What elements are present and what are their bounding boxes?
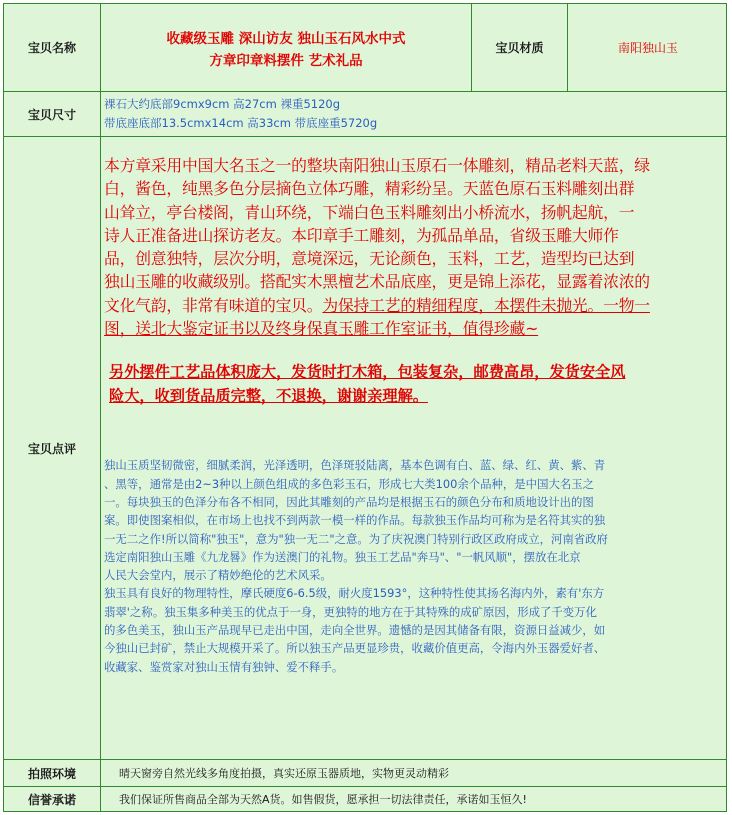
- info-line: 一。每块独玉的色泽分布各不相同，因此其雕刻的产品均是根据玉石的颜色分布和质地设计出的图: [104, 494, 594, 509]
- info-line: 翡翠'之称。独玉集多种美玉的优点于一身，更独特的地方在于其特殊的成矿原因，形成了千变万化: [104, 604, 597, 619]
- desc-line: 山耸立，亭台楼阁，青山环绕，下端白色玉料雕刻出小桥流水，扬帆起航，一: [104, 202, 635, 222]
- info-line: 的多色美玉，独山玉产品现早已走出中国，走向全世界。遗憾的是因其储备有限，资源日益减少，如: [104, 623, 606, 638]
- desc-line: 独山玉雕的收藏级别。搭配实木黑檀艺术品底座，更是锦上添花，显露着浓浓的: [104, 272, 650, 292]
- photo-label: 拍照环境: [4, 760, 101, 786]
- info-line: 人民大会堂内，展示了精妙绝伦的艺术风采。: [104, 568, 332, 583]
- desc-underlined: 图，送北大鉴定证书以及终身保真玉雕工作室证书，值得珍藏~: [104, 319, 539, 339]
- desc-line: 本方章采用中国大名玉之一的整块南阳独山玉原石一体雕刻，精品老料天蓝，绿: [104, 156, 650, 175]
- info-line: 独玉具有良好的物理特性，摩氏硬度6-6.5级，耐火度1593°，这种特性使其扬名海内外，素有'东方: [104, 586, 605, 601]
- title-line-1: 收藏级玉雕 深山访友 独山玉石风水中式: [166, 31, 406, 47]
- name-label: 宝贝名称: [4, 4, 101, 91]
- review-cell: [101, 137, 726, 759]
- name-row: [4, 4, 726, 92]
- desc-line: 诗人正准备进山探访老友。本印章手工雕刻，为孤品单品，省级玉雕大师作: [104, 225, 619, 245]
- info-line: 案。即使图案相似，在市场上也找不到两款一模一样的作品。每款独玉作品均可称为是名符其实的独: [104, 513, 606, 528]
- product-title: [101, 4, 471, 72]
- title-line-2: 方章印章料摆件 艺术礼品: [209, 53, 363, 69]
- title-cell: [101, 4, 472, 91]
- desc-line: 白，酱色，纯黑多色分层摘色立体巧雕，精彩纷呈。天蓝色原石玉料雕刻出群: [104, 179, 635, 199]
- promise-value: 我们保证所售商品全部为天然A货。如售假货，愿承担一切法律责任，承诺如玉恒久!: [119, 793, 527, 806]
- size-line-2: 带底座底部13.5cmx14cm 高33cm 带底座重5720g: [104, 116, 378, 130]
- material-label: 宝贝材质: [472, 4, 568, 91]
- size-row: [4, 92, 726, 137]
- info-line: 选定南阳独山玉雕《九龙晷》作为送澳门的礼物。独玉工艺品"奔马"、"一帆风顺"，摆放在北京: [104, 549, 581, 564]
- desc-line: 品，创意独特，层次分明，意境深远，无论颜色，玉料，工艺，造型均已达到: [104, 249, 635, 269]
- size-line-1: 裸石大约底部9cmx9cm 高27cm 裸重5120g: [104, 97, 341, 111]
- size-label: 宝贝尺寸: [4, 92, 101, 136]
- info-line: 独山玉质坚韧微密，细腻柔润，光泽透明，色泽斑驳陆离，基本色调有白、蓝、绿、红、黄、紫、青: [104, 458, 606, 473]
- photo-row: [4, 760, 726, 787]
- material-cell: [568, 4, 728, 91]
- review-description: [104, 154, 726, 340]
- info-line: 今独山已封矿，禁止大规模开采了。所以独玉产品更显珍贵，收藏价值更高，令海内外玉器爱好者、: [104, 641, 606, 656]
- info-line: 、黑等，通常是由2~3种以上颜色组成的多色彩玉石，形成七大类100余个品种，是中国大名玉之: [104, 476, 595, 491]
- notice-line-1: 另外摆件工艺品体积庞大，发货时打木箱，包装复杂，邮费高昂，发货安全风: [109, 363, 626, 382]
- info-line: 收藏家、鉴赏家对独山玉情有独钟、爱不释手。: [104, 659, 344, 674]
- product-info-table: [3, 3, 727, 812]
- info-line: 一无二之作!所以简称"独玉"，意为"独一无二"之意。为了庆祝澳门特别行政区政府成立，河南省政府: [104, 531, 608, 546]
- shipping-notice: [104, 361, 726, 408]
- promise-row: [4, 787, 726, 811]
- desc-underlined: 为保持工艺的精细程度，本摆件未抛光。一物一: [322, 295, 650, 315]
- material-value: 南阳独山玉: [617, 41, 678, 55]
- size-cell: [101, 92, 726, 136]
- jade-info: [104, 456, 726, 676]
- review-row: [4, 137, 726, 760]
- photo-value: 晴天窗旁自然光线多角度拍摄，真实还原玉器质地，实物更灵动精彩: [119, 767, 449, 780]
- review-label: 宝贝点评: [4, 137, 101, 759]
- desc-line: 文化气韵，非常有味道的宝贝。: [104, 295, 323, 315]
- notice-line-2: 险大，收到货品质完整，不退换，谢谢亲理解。: [109, 386, 428, 405]
- promise-label: 信誉承诺: [4, 787, 101, 811]
